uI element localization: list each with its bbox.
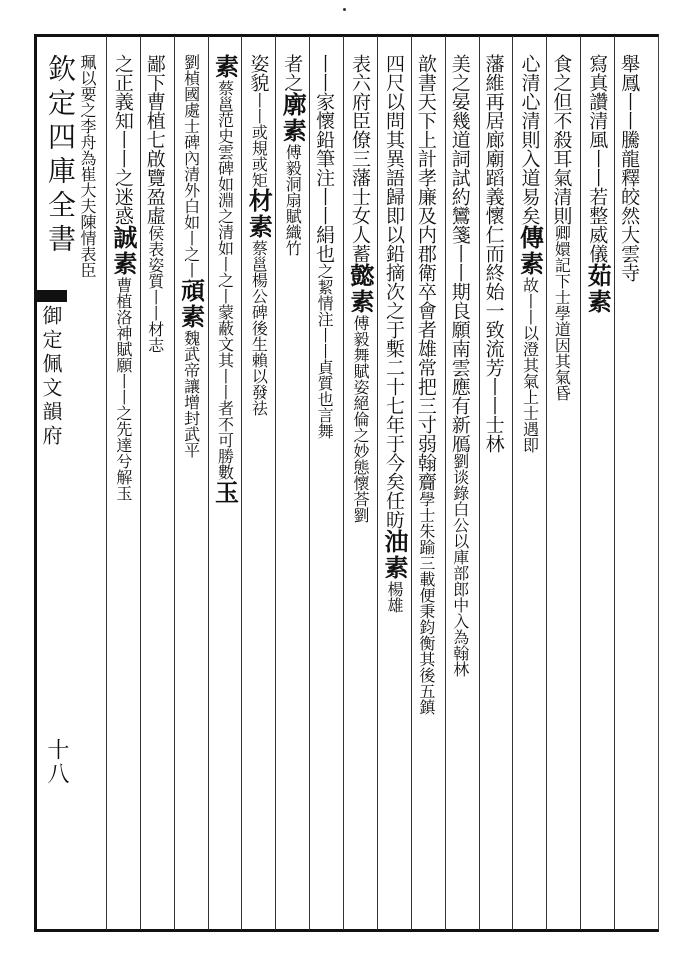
text-segment: 傅毅洞扇賦織竹: [283, 144, 303, 256]
text-segment: 丨丨或規或矩: [249, 92, 269, 188]
text-segment: 姿貌: [247, 54, 270, 92]
headword: 玉: [210, 480, 240, 506]
text-segment: 歆書天下上計孝廉及内郡衛卒會者雄常把三寸弱翰齎: [414, 54, 437, 491]
text-segment: 美之晏幾道詞試約鸞箋丨丨期良願南雲應有新鴈: [448, 54, 471, 453]
text-column: [449, 54, 471, 677]
headword: 素: [210, 54, 240, 80]
text-segment: 蔡邕范史雲碑如淵之清如丨之丨: [215, 80, 235, 304]
margin-band: [35, 290, 67, 302]
text-column: [381, 54, 407, 613]
text-column: [76, 54, 98, 278]
text-column: [212, 54, 238, 506]
column-rule: [377, 36, 378, 930]
text-segment: 心清心清則入道易矣: [518, 54, 541, 225]
text-segment: 魏武帝讓增封武平: [181, 330, 201, 458]
text-column: [483, 54, 505, 453]
column-rule: [512, 36, 513, 930]
text-segment: 劉谈錄白公以庫部郎中入為翰林: [450, 453, 470, 677]
text-segment: 蒙蔽文其丨丨者不可勝數: [215, 304, 235, 480]
column-rule: [546, 36, 547, 930]
column-rule: [343, 36, 344, 930]
column-rule: [614, 36, 615, 930]
volume-title: 御定佩文韻府: [39, 305, 63, 449]
text-column: [583, 54, 613, 315]
column-rule: [140, 36, 141, 930]
headword: 油素: [379, 529, 409, 581]
headword: 傳素: [515, 225, 545, 277]
text-segment: 侯表姿質丨丨材志: [145, 225, 165, 353]
text-column: [278, 54, 308, 256]
text-segment: 舉鳳丨丨騰龍釋皎然大雲寺: [618, 54, 641, 282]
text-segment: 四尺以問其異語歸即以鉛摘次之于槧二十七年于今矣任昉: [382, 54, 405, 529]
text-segment: 學士朱踰三載便秉鈞衡其後五鎮: [416, 491, 436, 715]
column-rule: [411, 36, 412, 930]
text-segment: 楊雄: [384, 581, 404, 613]
column-rule: [275, 36, 276, 930]
text-segment: 蔡邕楊公碑後生賴以發祛: [249, 240, 269, 416]
headword: 茹素: [583, 263, 613, 315]
text-column: [346, 54, 376, 523]
headword: 材素: [244, 188, 274, 240]
text-segment: 之絜情注丨丨貞質也言舞: [315, 263, 335, 439]
column-rule: [208, 36, 209, 930]
text-segment: 荅劉: [351, 491, 371, 523]
column-rule: [479, 36, 480, 930]
book-title: 欽定四庫全書: [44, 54, 77, 258]
column-rule: [106, 36, 107, 930]
text-segment: 丨丨家懷鉛筆注丨丨絹也: [313, 54, 336, 263]
column-rule: [309, 36, 310, 930]
headword: 廓素: [278, 92, 308, 144]
text-segment: 卿嬛記下士學道因其氣昏: [552, 225, 572, 401]
column-rule: [241, 36, 242, 930]
headword: 懿素: [346, 263, 376, 315]
column-rule: [174, 36, 175, 930]
column-rule: [445, 36, 446, 930]
text-segment: 者之: [281, 54, 304, 92]
text-column: [110, 54, 136, 501]
text-column: [415, 54, 437, 715]
text-column: [178, 54, 204, 458]
text-segment: 劉楨國處士碑內清外白如丨之丨: [181, 54, 201, 278]
text-segment: 傅毅舞賦姿絕倫之妙態懷: [351, 315, 371, 491]
page-number: 十八: [44, 738, 69, 786]
text-column: [313, 54, 335, 439]
text-segment: 藩維再居廊廟蹈義懷仁而終始一致流芳丨丨士林: [482, 54, 505, 453]
text-column: [144, 54, 166, 353]
text-segment: 珮以要之李舟為崔大夫陳情表臣: [78, 54, 97, 278]
text-segment: 表六府臣僚三藩士女人蓄: [349, 54, 372, 263]
text-segment: 故丨丨以澄其氣上士遇即: [520, 277, 540, 453]
text-column: [618, 54, 640, 282]
stray-dot: [343, 8, 346, 11]
text-column: [244, 54, 274, 416]
text-segment: 寫真讚清風丨丨若整威儀: [586, 54, 609, 263]
column-rule: [580, 36, 581, 930]
headword: 誠素: [108, 225, 138, 277]
headword: 頑素: [176, 278, 206, 330]
text-segment: 曹植洛神賦願丨丨之先達兮解玉: [113, 277, 133, 501]
text-segment: 食之但不殺耳氣清則: [550, 54, 573, 225]
text-column: [550, 54, 572, 401]
text-segment: 之正義知丨丨之迷惑: [111, 54, 134, 225]
text-column: [515, 54, 545, 453]
text-segment: 鄙下曹植七啟覽盈虛: [143, 54, 166, 225]
